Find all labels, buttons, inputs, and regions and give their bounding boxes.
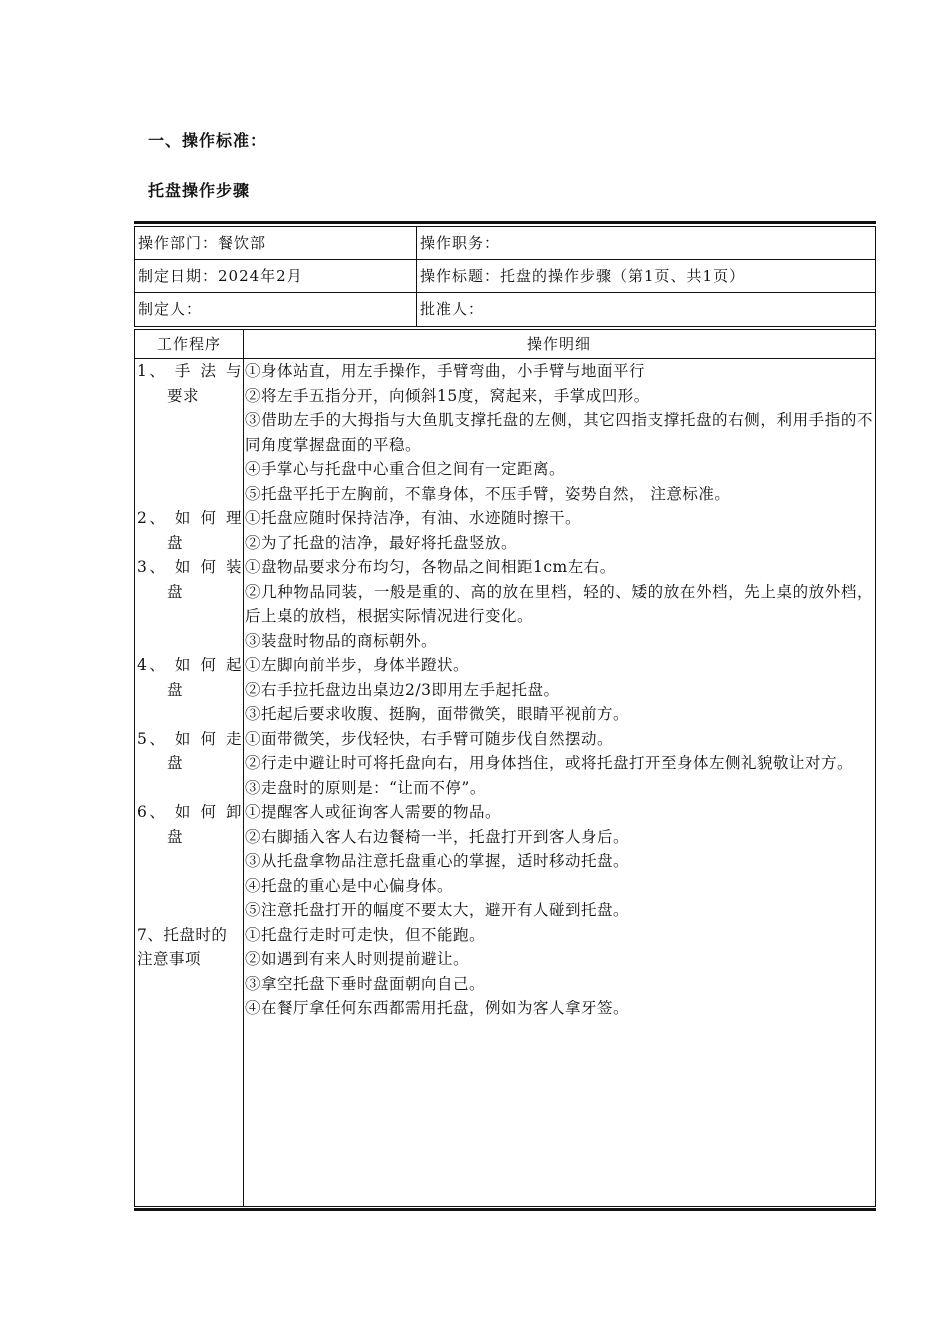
procedure-step	[135, 727, 243, 801]
detail-items	[243, 727, 875, 801]
detail-items	[243, 555, 875, 653]
procedure-step	[135, 359, 243, 506]
procedure-section	[135, 555, 875, 653]
approver-cell: 批准人：	[420, 300, 485, 318]
procedure-section	[135, 923, 875, 1021]
detail-header-row	[135, 330, 875, 359]
procedure-step-line1: 1、 手 法 与	[137, 362, 242, 380]
detail-item: ②几种物品同装，一般是重的、高的放在里档，轻的、矮的放在外档，先上桌的放外档，后上桌的放档，根据实际情况进行变化。	[245, 582, 873, 625]
procedure-section	[135, 800, 875, 923]
detail-items	[243, 653, 875, 727]
detail-items	[243, 800, 875, 923]
procedure-step-line2: 注意事项	[137, 950, 202, 968]
procedure-step-line1: 3、 如 何 装	[137, 558, 242, 576]
procedure-step-line2: 要求	[167, 386, 200, 405]
detail-item: ④托盘的重心是中心偏身体。	[245, 876, 454, 895]
detail-header: 操作明细	[526, 335, 591, 353]
procedure-step-line2: 盘	[167, 582, 184, 601]
procedure-step-line2: 盘	[167, 533, 184, 552]
procedure-step-line2: 盘	[167, 754, 184, 772]
detail-item: ①托盘行走时可走快，但不能跑。	[245, 925, 486, 944]
detail-items	[243, 923, 875, 1021]
detail-item: ④在餐厅拿任何东西都需用托盘，例如为客人拿牙签。	[245, 999, 630, 1017]
detail-item: ⑤注意托盘打开的幅度不要太大，避开有人碰到托盘。	[245, 901, 630, 919]
procedure-section	[135, 653, 875, 727]
detail-item: ①面带微笑，步伐轻快，右手臂可随步伐自然摆动。	[245, 729, 614, 748]
procedure-section	[135, 727, 875, 801]
detail-item: ③走盘时的原则是：“让而不停”。	[245, 778, 486, 797]
detail-item: ②将左手五指分开，向倾斜15度，窝起来，手掌成凹形。	[245, 386, 650, 405]
detail-item: ③托起后要求收腹、挺胸，面带微笑，眼睛平视前方。	[245, 705, 630, 723]
detail-item: ②右手拉托盘边出桌边2/3即用左手起托盘。	[245, 680, 560, 699]
detail-item: ①身体站直，用左手操作，手臂弯曲，小手臂与地面平行	[245, 362, 646, 380]
detail-table	[134, 330, 876, 1206]
detail-item: ③拿空托盘下垂时盘面朝向自己。	[245, 974, 486, 993]
procedure-step	[135, 506, 243, 555]
section-heading: 一、操作标准：	[148, 131, 268, 150]
procedure-step-line1: 2、 如 何 理	[137, 509, 242, 527]
detail-item: ③装盘时物品的商标朝外。	[245, 631, 438, 650]
procedure-step-line1: 6、 如 何 卸	[137, 803, 242, 821]
procedure-step	[135, 555, 243, 653]
detail-item: ②右脚插入客人右边餐椅一半，托盘打开到客人身后。	[245, 827, 630, 846]
procedure-section	[135, 506, 875, 555]
author-cell: 制定人：	[135, 293, 417, 326]
detail-item: ②行走中避让时可将托盘向右，用身体挡住，或将托盘打开至身体左侧礼貌敬让对方。	[245, 754, 854, 772]
detail-item: ②如遇到有来人时则提前避让。	[245, 950, 470, 968]
procedure-title: 托盘操作步骤	[148, 181, 251, 200]
detail-item: ①提醒客人或征询客人需要的物品。	[245, 803, 502, 821]
detail-item: ④手掌心与托盘中心重合但之间有一定距离。	[245, 460, 566, 478]
procedure-form	[134, 221, 876, 1211]
procedure-step	[135, 923, 243, 1021]
detail-item: ①托盘应随时保持洁净，有油、水迹随时擦干。	[245, 509, 582, 527]
detail-item: ①盘物品要求分布均匀，各物品之间相距1cm左右。	[245, 558, 616, 576]
bottom-rule	[134, 1208, 876, 1211]
procedure-step-line1: 4、 如 何 起	[137, 656, 242, 674]
info-grid	[134, 227, 876, 326]
column-divider	[243, 330, 244, 1206]
detail-item: ②为了托盘的洁净，最好将托盘竖放。	[245, 533, 518, 552]
procedure-section	[135, 359, 875, 506]
sections	[135, 359, 875, 1021]
date-cell: 制定日期：2024年2月	[135, 260, 417, 293]
detail-item: ③从托盘拿物品注意托盘重心的掌握，适时移动托盘。	[245, 852, 630, 870]
procedure-step-line1: 7、托盘时的	[137, 925, 228, 944]
procedure-step	[135, 800, 243, 923]
procedure-step-line2: 盘	[167, 680, 184, 699]
procedure-step-line2: 盘	[167, 827, 184, 846]
detail-items	[243, 359, 875, 506]
dept-cell: 操作部门：餐饮部	[135, 227, 417, 260]
procedure-step	[135, 653, 243, 727]
detail-item: ①左脚向前半步，身体半蹬状。	[245, 656, 470, 674]
procedure-step-line1: 5、 如 何 走	[137, 729, 242, 748]
detail-item: ⑤托盘平托于左胸前，不靠身体，不压手臂，姿势自然， 注意标准。	[245, 484, 731, 503]
procedure-header: 工作程序	[156, 335, 221, 353]
position-cell: 操作职务：	[417, 227, 875, 260]
detail-item: ③借助左手的大拇指与大鱼肌支撑托盘的左侧，其它四指支撑托盘的右侧，利用手指的不同角度掌握盘面的平稳。	[245, 411, 873, 454]
title-cell: 操作标题：托盘的操作步骤（第1页、共1页）	[417, 260, 875, 293]
detail-items	[243, 506, 875, 555]
